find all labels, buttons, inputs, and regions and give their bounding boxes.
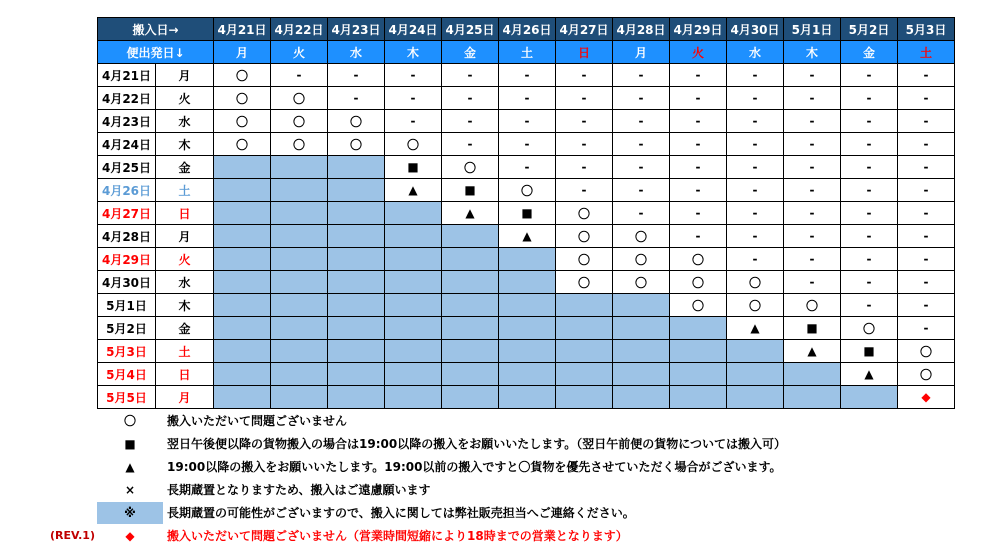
shaded-cell xyxy=(214,202,271,225)
legend-item xyxy=(0,433,983,455)
column-weekday: 金 xyxy=(442,41,499,64)
shaded-cell xyxy=(499,340,556,363)
schedule-cell: 〇 xyxy=(898,340,955,363)
schedule-cell: - xyxy=(784,271,841,294)
table-row xyxy=(98,386,955,409)
schedule-cell: - xyxy=(670,225,727,248)
row-weekday: 日 xyxy=(156,363,214,386)
shaded-cell xyxy=(613,317,670,340)
schedule-cell: - xyxy=(613,156,670,179)
shaded-cell xyxy=(328,225,385,248)
shaded-cell xyxy=(271,179,328,202)
column-date: 4月25日 xyxy=(442,18,499,41)
schedule-cell: 〇 xyxy=(271,87,328,110)
column-date: 4月24日 xyxy=(385,18,442,41)
column-weekday: 水 xyxy=(727,41,784,64)
column-date: 5月1日 xyxy=(784,18,841,41)
schedule-cell: - xyxy=(670,202,727,225)
schedule-cell: 〇 xyxy=(214,133,271,156)
schedule-cell: - xyxy=(841,202,898,225)
schedule-cell: ◆ xyxy=(898,386,955,409)
schedule-cell: - xyxy=(556,110,613,133)
legend-item xyxy=(0,525,983,547)
legend-item xyxy=(0,479,983,501)
schedule-cell: 〇 xyxy=(556,271,613,294)
schedule-cell: 〇 xyxy=(328,133,385,156)
shaded-cell xyxy=(670,363,727,386)
schedule-cell: ▲ xyxy=(499,225,556,248)
row-weekday: 木 xyxy=(156,294,214,317)
schedule-cell: - xyxy=(670,110,727,133)
column-date: 5月2日 xyxy=(841,18,898,41)
schedule-cell: - xyxy=(442,64,499,87)
corner-arrival-label: 搬入日→ xyxy=(98,18,214,41)
row-date: 4月22日 xyxy=(98,87,156,110)
row-weekday: 火 xyxy=(156,248,214,271)
shaded-cell xyxy=(328,363,385,386)
schedule-cell: ▲ xyxy=(784,340,841,363)
schedule-cell: 〇 xyxy=(271,110,328,133)
legend-text: 搬入いただいて問題ございません xyxy=(167,414,348,428)
schedule-cell: - xyxy=(898,156,955,179)
corner-departure-label: 便出発日↓ xyxy=(98,41,214,64)
shaded-cell xyxy=(214,271,271,294)
row-weekday: 木 xyxy=(156,133,214,156)
row-date: 4月30日 xyxy=(98,271,156,294)
shaded-cell xyxy=(442,271,499,294)
row-date: 4月29日 xyxy=(98,248,156,271)
shaded-cell xyxy=(727,363,784,386)
table-row xyxy=(98,248,955,271)
shaded-cell xyxy=(214,294,271,317)
legend-item xyxy=(0,410,983,432)
schedule-cell: 〇 xyxy=(556,202,613,225)
shaded-cell xyxy=(385,363,442,386)
schedule-cell: 〇 xyxy=(727,271,784,294)
legend-symbol: × xyxy=(124,483,136,497)
legend-symbol: 〇 xyxy=(123,414,136,428)
schedule-cell: ▲ xyxy=(442,202,499,225)
shaded-cell xyxy=(328,386,385,409)
shaded-cell xyxy=(670,317,727,340)
row-weekday: 日 xyxy=(156,202,214,225)
legend-item xyxy=(0,502,983,524)
schedule-cell: - xyxy=(499,87,556,110)
legend-symbol: ▲ xyxy=(125,460,135,474)
column-weekday: 火 xyxy=(271,41,328,64)
row-weekday: 土 xyxy=(156,340,214,363)
schedule-cell: - xyxy=(556,179,613,202)
shaded-cell xyxy=(499,317,556,340)
shaded-cell xyxy=(214,317,271,340)
schedule-cell: 〇 xyxy=(841,317,898,340)
schedule-cell: - xyxy=(613,202,670,225)
shaded-cell xyxy=(499,248,556,271)
shaded-cell xyxy=(727,340,784,363)
column-date: 4月26日 xyxy=(499,18,556,41)
row-date: 4月26日 xyxy=(98,179,156,202)
header-dates-row xyxy=(98,18,955,41)
shaded-cell xyxy=(271,156,328,179)
schedule-cell: - xyxy=(898,87,955,110)
schedule-cell: - xyxy=(556,64,613,87)
shaded-cell xyxy=(442,386,499,409)
schedule-cell: ▲ xyxy=(385,179,442,202)
shaded-cell xyxy=(328,248,385,271)
row-date: 5月5日 xyxy=(98,386,156,409)
schedule-cell: 〇 xyxy=(670,294,727,317)
schedule-cell: - xyxy=(670,87,727,110)
row-date: 5月1日 xyxy=(98,294,156,317)
schedule-cell: - xyxy=(898,133,955,156)
schedule-cell: - xyxy=(271,64,328,87)
shaded-cell xyxy=(499,294,556,317)
schedule-cell: - xyxy=(670,64,727,87)
schedule-cell: - xyxy=(841,179,898,202)
shaded-cell xyxy=(271,340,328,363)
schedule-cell: - xyxy=(727,179,784,202)
schedule-cell: 〇 xyxy=(556,248,613,271)
shaded-cell xyxy=(442,363,499,386)
legend-text: 搬入いただいて問題ございません（営業時間短縮により18時までの営業となります） xyxy=(167,529,628,543)
shaded-cell xyxy=(385,386,442,409)
schedule-cell: - xyxy=(727,248,784,271)
schedule-cell: - xyxy=(442,133,499,156)
schedule-cell: - xyxy=(556,133,613,156)
schedule-cell: - xyxy=(727,202,784,225)
table-row xyxy=(98,225,955,248)
schedule-cell: - xyxy=(499,156,556,179)
schedule-cell: - xyxy=(898,248,955,271)
table-row xyxy=(98,340,955,363)
shaded-cell xyxy=(784,363,841,386)
schedule-cell: - xyxy=(442,110,499,133)
column-date: 4月22日 xyxy=(271,18,328,41)
row-date: 4月25日 xyxy=(98,156,156,179)
table-row xyxy=(98,110,955,133)
schedule-cell: ■ xyxy=(841,340,898,363)
legend-item xyxy=(0,456,983,478)
schedule-cell: - xyxy=(499,133,556,156)
row-weekday: 水 xyxy=(156,271,214,294)
shaded-cell xyxy=(784,386,841,409)
column-weekday: 月 xyxy=(214,41,271,64)
schedule-cell: 〇 xyxy=(328,110,385,133)
shaded-cell xyxy=(613,386,670,409)
shaded-cell xyxy=(442,340,499,363)
table-row xyxy=(98,87,955,110)
header-weekday-row xyxy=(98,41,955,64)
column-weekday: 木 xyxy=(385,41,442,64)
shaded-cell xyxy=(328,202,385,225)
revision-label: (REV.1) xyxy=(50,529,95,542)
shaded-cell xyxy=(214,179,271,202)
shaded-cell xyxy=(442,294,499,317)
shaded-cell xyxy=(214,248,271,271)
shaded-cell xyxy=(613,363,670,386)
column-date: 4月30日 xyxy=(727,18,784,41)
row-weekday: 金 xyxy=(156,156,214,179)
shaded-cell xyxy=(214,340,271,363)
schedule-cell: - xyxy=(727,156,784,179)
schedule-cell: - xyxy=(841,64,898,87)
schedule-cell: - xyxy=(499,110,556,133)
row-date: 4月24日 xyxy=(98,133,156,156)
schedule-cell: 〇 xyxy=(214,110,271,133)
schedule-cell: 〇 xyxy=(556,225,613,248)
column-weekday: 金 xyxy=(841,41,898,64)
schedule-cell: - xyxy=(613,87,670,110)
schedule-cell: ■ xyxy=(499,202,556,225)
row-weekday: 月 xyxy=(156,225,214,248)
row-date: 4月27日 xyxy=(98,202,156,225)
schedule-cell: - xyxy=(784,248,841,271)
schedule-cell: - xyxy=(784,156,841,179)
legend-text: 翌日午後便以降の貨物搬入の場合は19:00以降の搬入をお願いいたします。（翌日午前便の貨物については搬入可） xyxy=(167,437,787,451)
shaded-cell xyxy=(442,225,499,248)
shaded-cell xyxy=(214,386,271,409)
schedule-cell: - xyxy=(727,87,784,110)
schedule-cell: - xyxy=(613,133,670,156)
schedule-cell: - xyxy=(841,133,898,156)
schedule-cell: 〇 xyxy=(898,363,955,386)
column-weekday: 土 xyxy=(898,41,955,64)
schedule-cell: - xyxy=(670,156,727,179)
schedule-table xyxy=(97,17,955,409)
column-weekday: 木 xyxy=(784,41,841,64)
schedule-cell: - xyxy=(328,64,385,87)
row-weekday: 火 xyxy=(156,87,214,110)
schedule-cell: 〇 xyxy=(385,133,442,156)
schedule-cell: 〇 xyxy=(499,179,556,202)
schedule-cell: - xyxy=(841,248,898,271)
schedule-cell: 〇 xyxy=(670,271,727,294)
shaded-cell xyxy=(385,340,442,363)
schedule-cell: ■ xyxy=(442,179,499,202)
shaded-cell xyxy=(613,294,670,317)
shaded-cell xyxy=(442,317,499,340)
schedule-cell: 〇 xyxy=(670,248,727,271)
schedule-cell: - xyxy=(613,110,670,133)
shaded-cell xyxy=(670,386,727,409)
shaded-cell xyxy=(214,156,271,179)
row-date: 5月2日 xyxy=(98,317,156,340)
schedule-cell: ■ xyxy=(385,156,442,179)
schedule-cell: - xyxy=(898,271,955,294)
legend-symbol: ■ xyxy=(124,437,136,451)
table-row xyxy=(98,271,955,294)
shaded-cell xyxy=(385,248,442,271)
schedule-cell: - xyxy=(556,156,613,179)
schedule-cell: - xyxy=(385,110,442,133)
row-date: 5月3日 xyxy=(98,340,156,363)
shaded-cell xyxy=(328,179,385,202)
schedule-cell: - xyxy=(784,87,841,110)
schedule-cell: - xyxy=(385,87,442,110)
row-date: 4月21日 xyxy=(98,64,156,87)
shaded-cell xyxy=(271,225,328,248)
shaded-cell xyxy=(556,363,613,386)
row-weekday: 水 xyxy=(156,110,214,133)
schedule-cell: ■ xyxy=(784,317,841,340)
schedule-cell: - xyxy=(328,87,385,110)
schedule-cell: - xyxy=(784,225,841,248)
schedule-cell: 〇 xyxy=(727,294,784,317)
column-weekday: 水 xyxy=(328,41,385,64)
shaded-cell xyxy=(385,271,442,294)
table-row xyxy=(98,363,955,386)
shaded-cell xyxy=(271,317,328,340)
shaded-cell xyxy=(271,248,328,271)
schedule-cell: - xyxy=(442,87,499,110)
schedule-cell: - xyxy=(556,87,613,110)
table-row xyxy=(98,133,955,156)
schedule-cell: - xyxy=(727,110,784,133)
column-date: 4月27日 xyxy=(556,18,613,41)
schedule-cell: - xyxy=(898,294,955,317)
schedule-cell: 〇 xyxy=(214,87,271,110)
table-row xyxy=(98,317,955,340)
schedule-cell: - xyxy=(898,225,955,248)
row-date: 4月23日 xyxy=(98,110,156,133)
row-weekday: 月 xyxy=(156,64,214,87)
table-row xyxy=(98,179,955,202)
shaded-cell xyxy=(385,317,442,340)
schedule-cell: - xyxy=(898,317,955,340)
column-weekday: 土 xyxy=(499,41,556,64)
shaded-cell xyxy=(499,271,556,294)
shaded-cell xyxy=(727,386,784,409)
schedule-cell: - xyxy=(841,225,898,248)
row-weekday: 月 xyxy=(156,386,214,409)
table-row xyxy=(98,64,955,87)
column-date: 4月29日 xyxy=(670,18,727,41)
shaded-cell xyxy=(670,340,727,363)
shaded-cell xyxy=(385,225,442,248)
shaded-cell xyxy=(328,271,385,294)
shaded-cell xyxy=(556,317,613,340)
shaded-cell xyxy=(271,294,328,317)
table-row xyxy=(98,156,955,179)
shaded-cell xyxy=(328,156,385,179)
schedule-cell: ▲ xyxy=(841,363,898,386)
schedule-cell: - xyxy=(784,110,841,133)
legend-text: 19:00以降の搬入をお願いいたします。19:00以前の搬入ですと〇貨物を優先させていただく場合がございます。 xyxy=(167,460,782,474)
shaded-cell xyxy=(442,248,499,271)
schedule-cell: - xyxy=(784,179,841,202)
shaded-cell xyxy=(499,363,556,386)
schedule-cell: 〇 xyxy=(271,133,328,156)
shaded-cell xyxy=(271,202,328,225)
schedule-cell: - xyxy=(613,179,670,202)
schedule-cell: - xyxy=(385,64,442,87)
schedule-cell: - xyxy=(841,156,898,179)
shaded-cell xyxy=(271,363,328,386)
legend-symbol: ※ xyxy=(97,502,163,524)
column-date: 4月23日 xyxy=(328,18,385,41)
schedule-cell: - xyxy=(784,133,841,156)
row-date: 4月28日 xyxy=(98,225,156,248)
shaded-cell xyxy=(328,317,385,340)
schedule-cell: - xyxy=(841,271,898,294)
column-weekday: 日 xyxy=(556,41,613,64)
schedule-cell: - xyxy=(841,110,898,133)
schedule-cell: - xyxy=(499,64,556,87)
shaded-cell xyxy=(385,294,442,317)
schedule-cell: - xyxy=(727,225,784,248)
shaded-cell xyxy=(556,294,613,317)
legend-text: 長期蔵置の可能性がございますので、搬入に関しては弊社販売担当へご連絡ください。 xyxy=(167,506,635,520)
column-date: 5月3日 xyxy=(898,18,955,41)
schedule-cell: - xyxy=(898,110,955,133)
shaded-cell xyxy=(271,271,328,294)
schedule-cell: 〇 xyxy=(784,294,841,317)
schedule-cell: - xyxy=(727,64,784,87)
column-weekday: 月 xyxy=(613,41,670,64)
row-date: 5月4日 xyxy=(98,363,156,386)
schedule-cell: - xyxy=(898,179,955,202)
schedule-cell: ▲ xyxy=(727,317,784,340)
column-date: 4月21日 xyxy=(214,18,271,41)
shaded-cell xyxy=(328,340,385,363)
schedule-cell: - xyxy=(898,64,955,87)
schedule-cell: 〇 xyxy=(613,248,670,271)
schedule-cell: - xyxy=(670,133,727,156)
shaded-cell xyxy=(385,202,442,225)
shaded-cell xyxy=(499,386,556,409)
legend-symbol: ◆ xyxy=(125,529,135,543)
schedule-cell: - xyxy=(613,64,670,87)
schedule-cell: 〇 xyxy=(214,64,271,87)
row-weekday: 土 xyxy=(156,179,214,202)
schedule-cell: - xyxy=(727,133,784,156)
table-row xyxy=(98,294,955,317)
row-weekday: 金 xyxy=(156,317,214,340)
schedule-cell: 〇 xyxy=(613,225,670,248)
schedule-cell: - xyxy=(841,87,898,110)
shaded-cell xyxy=(556,386,613,409)
shaded-cell xyxy=(556,340,613,363)
schedule-cell: 〇 xyxy=(613,271,670,294)
shaded-cell xyxy=(214,363,271,386)
table-row xyxy=(98,202,955,225)
schedule-cell: - xyxy=(784,64,841,87)
schedule-cell: - xyxy=(841,294,898,317)
shaded-cell xyxy=(214,225,271,248)
schedule-cell: - xyxy=(898,202,955,225)
shaded-cell xyxy=(328,294,385,317)
shaded-cell xyxy=(271,386,328,409)
column-weekday: 火 xyxy=(670,41,727,64)
legend-text: 長期蔵置となりますため、搬入はご遠慮願います xyxy=(167,483,431,497)
column-date: 4月28日 xyxy=(613,18,670,41)
shaded-cell xyxy=(613,340,670,363)
schedule-cell: 〇 xyxy=(442,156,499,179)
schedule-cell: - xyxy=(784,202,841,225)
shaded-cell xyxy=(841,386,898,409)
schedule-cell: - xyxy=(670,179,727,202)
